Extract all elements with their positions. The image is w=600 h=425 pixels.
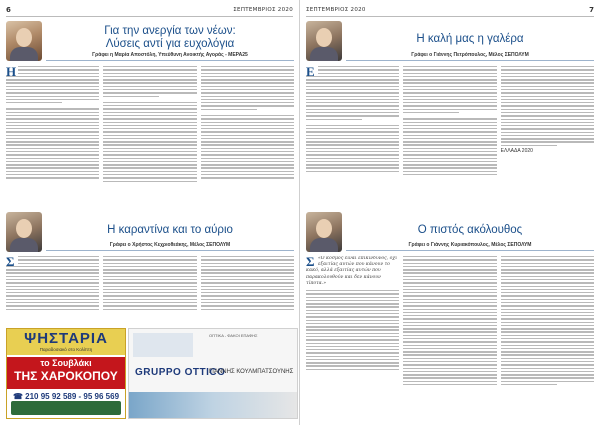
article-byline: Γράφει η Μαρία Αποστόλη, Υπεύθυνη Ανοικτής Αγοράς - ΜΕΡΑ25 <box>92 52 248 58</box>
page-number: 6 <box>6 6 11 14</box>
author-photo <box>6 21 42 61</box>
text-column: Η <box>6 66 99 208</box>
ad-subtitle: Παραδοσιακό στο Κολίπτη <box>39 347 93 352</box>
text-column <box>501 256 594 418</box>
article-body <box>6 66 294 208</box>
ad-food-image <box>11 401 121 415</box>
ad-info: ΟΠΤΙΚΑ - ΦΑΚΟΙ ΕΠΑΦΗΣ <box>209 333 258 338</box>
ad-phone: ☎ 210 95 92 589 - 95 96 569 <box>12 392 120 401</box>
article-galley <box>306 21 594 209</box>
article-title: Ο πιστός ακόλουθος <box>417 224 523 236</box>
author-photo <box>306 212 342 252</box>
article-body <box>306 256 594 418</box>
ad-name-block: το Σουβλάκι ΤΗΣ ΧΑΡΟΚΟΠΟΥ <box>7 357 125 389</box>
text-column <box>201 256 294 324</box>
article-byline: Γράφει ο Γιάννης Κυριακόπουλος, Μέλος ΣΕΠΟΛΥΜ <box>408 242 532 248</box>
taverna-ad <box>6 328 126 419</box>
text-column <box>403 256 496 418</box>
page-header <box>306 6 594 17</box>
ad-brand: GRUPPO OTTICO <box>135 367 226 378</box>
text-column: Σ <box>6 256 99 324</box>
ad-owner: ΓΙΑΝΝΗΣ ΚΟΥΛΜΠΑΤΣΟΥΝΗΣ <box>209 369 294 375</box>
ad-brand: ΨΗΣΤΑΡΙΑ <box>7 329 125 355</box>
text-column <box>103 256 196 324</box>
ad-logo-area <box>133 333 193 357</box>
article-signoff: ΕΛΛΑΔΑ 2020 <box>500 148 533 155</box>
issue-date: ΣΕΠΤΕΜΒΡΙΟΣ 2020 <box>306 7 366 13</box>
article-quarantine <box>6 212 294 326</box>
right-page <box>300 0 600 425</box>
text-column: Ε <box>306 66 399 208</box>
text-column <box>201 66 294 208</box>
article-quote: «Ο κόσμος είναι επικίνδυνος, όχι εξαιτίας αυτών που κάνουν το κακό, αλλά εξαιτίας αυτών που παρακολουθούν και δεν κάνουν τίποτα.» <box>306 256 398 286</box>
article-body <box>306 66 594 208</box>
author-photo <box>306 21 342 61</box>
text-column <box>403 66 496 208</box>
article-body <box>6 256 294 324</box>
text-column <box>103 66 196 208</box>
optic-ad <box>128 328 298 419</box>
text-column <box>501 66 594 208</box>
page-number: 7 <box>589 6 594 14</box>
article-title: Η καραντίνα και το αύριο <box>107 224 233 236</box>
article-byline: Γράφει ο Γιάννης Πετρόπουλος, Μέλος ΣΕΠΟΛΥΜ <box>411 52 529 58</box>
issue-date: ΣΕΠΤΕΜΒΡΙΟΣ 2020 <box>233 7 293 13</box>
author-photo <box>6 212 42 252</box>
page-header <box>6 6 293 17</box>
article-byline: Γράφει ο Χρήστος Κεχριοθεάκης, Μέλος ΣΕΠΟΛΥΜ <box>109 242 231 248</box>
article-youth-unemployment <box>6 21 294 209</box>
article-loyal-follower <box>306 212 594 419</box>
text-column: Σ «Ο κόσμος είναι επικίνδυνος, όχι εξαιτίας αυτών που κάνουν το κακό, αλλά εξαιτίας αυτών που παρακολουθούν και δεν κάνουν τίποτα.» <box>306 256 399 418</box>
article-title: Η καλή μας η γαλέρα <box>416 33 524 45</box>
ad-image-strip <box>129 392 297 418</box>
article-title: Για την ανεργία των νέων: Λύσεις αντί για ευχολόγια <box>104 25 236 50</box>
